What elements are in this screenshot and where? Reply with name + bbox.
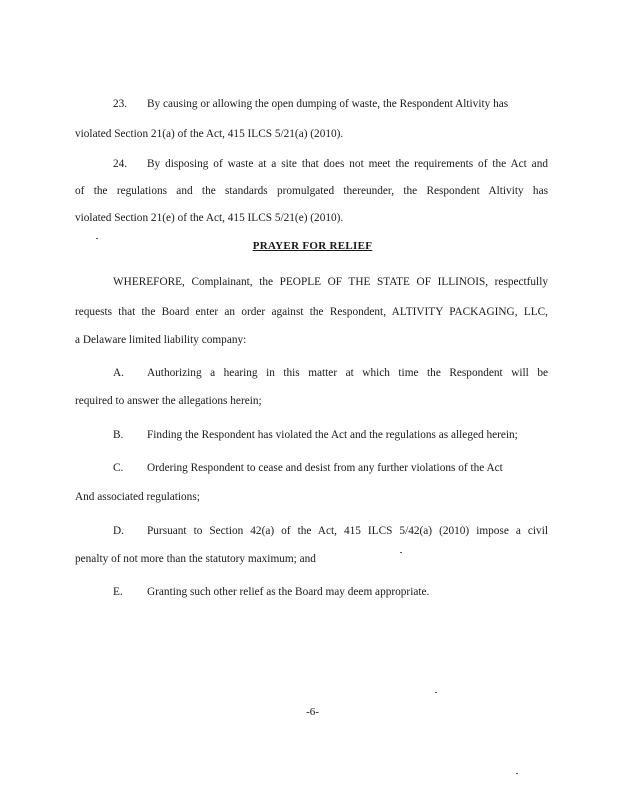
relief-item-c-line-2: And associated regulations; (75, 491, 200, 503)
paragraph-number: 23. (113, 98, 128, 110)
scan-speck (400, 552, 402, 553)
item-letter: B. (113, 429, 124, 441)
item-letter: A. (113, 367, 124, 379)
item-letter: E. (113, 586, 123, 598)
item-text: Granting such other relief as the Board may deem appropriate. (147, 586, 430, 598)
item-text: Pursuant to Section 42(a) of the Act, 415 ILCS 5/42(a) (2010) impose a civil (147, 525, 548, 537)
relief-item-c-line-1 (113, 461, 548, 475)
scan-speck (516, 773, 518, 774)
paragraph-24-line-1 (113, 157, 548, 171)
wherefore-line-1: WHEREFORE, Complainant, the PEOPLE OF THE STATE OF ILLINOIS, respectfully (113, 276, 548, 288)
relief-item-a-line-1 (113, 366, 548, 380)
relief-item-a-line-2: required to answer the allegations herein; (75, 395, 262, 407)
scan-speck (96, 238, 98, 239)
section-heading (0, 240, 625, 252)
relief-item-e-line-1 (113, 585, 548, 599)
item-letter: D. (113, 525, 124, 537)
paragraph-number: 24. (113, 158, 128, 170)
paragraph-23-line-1 (113, 97, 548, 111)
paragraph-23-line-2: violated Section 21(a) of the Act, 415 ILCS 5/21(a) (2010). (75, 128, 344, 140)
relief-item-d-line-2: penalty of not more than the statutory maximum; and (75, 553, 316, 565)
item-letter: C. (113, 462, 124, 474)
wherefore-line-3: a Delaware limited liability company: (75, 334, 247, 346)
page-number: -6- (306, 706, 319, 718)
paragraph-text: By causing or allowing the open dumping of waste, the Respondent Altivity has (147, 98, 509, 110)
paragraph-24-line-3: violated Section 21(e) of the Act, 415 ILCS 5/21(e) (2010). (75, 212, 344, 224)
item-text: Finding the Respondent has violated the Act and the regulations as alleged herein; (147, 429, 518, 441)
paragraph-text: By disposing of waste at a site that does not meet the requirements of the Act and (147, 158, 548, 170)
item-text: Ordering Respondent to cease and desist from any further violations of the Act (147, 462, 503, 474)
heading-text: PRAYER FOR RELIEF (252, 240, 373, 252)
relief-item-b-line-1 (113, 428, 548, 442)
paragraph-24-line-2: of the regulations and the standards promulgated thereunder, the Respondent Altivity has (75, 185, 548, 197)
relief-item-d-line-1 (113, 524, 548, 538)
wherefore-line-2: requests that the Board enter an order against the Respondent, ALTIVITY PACKAGING, LLC, (75, 306, 548, 318)
item-text: Authorizing a hearing in this matter at which time the Respondent will be (147, 367, 548, 379)
scan-speck (435, 692, 437, 693)
